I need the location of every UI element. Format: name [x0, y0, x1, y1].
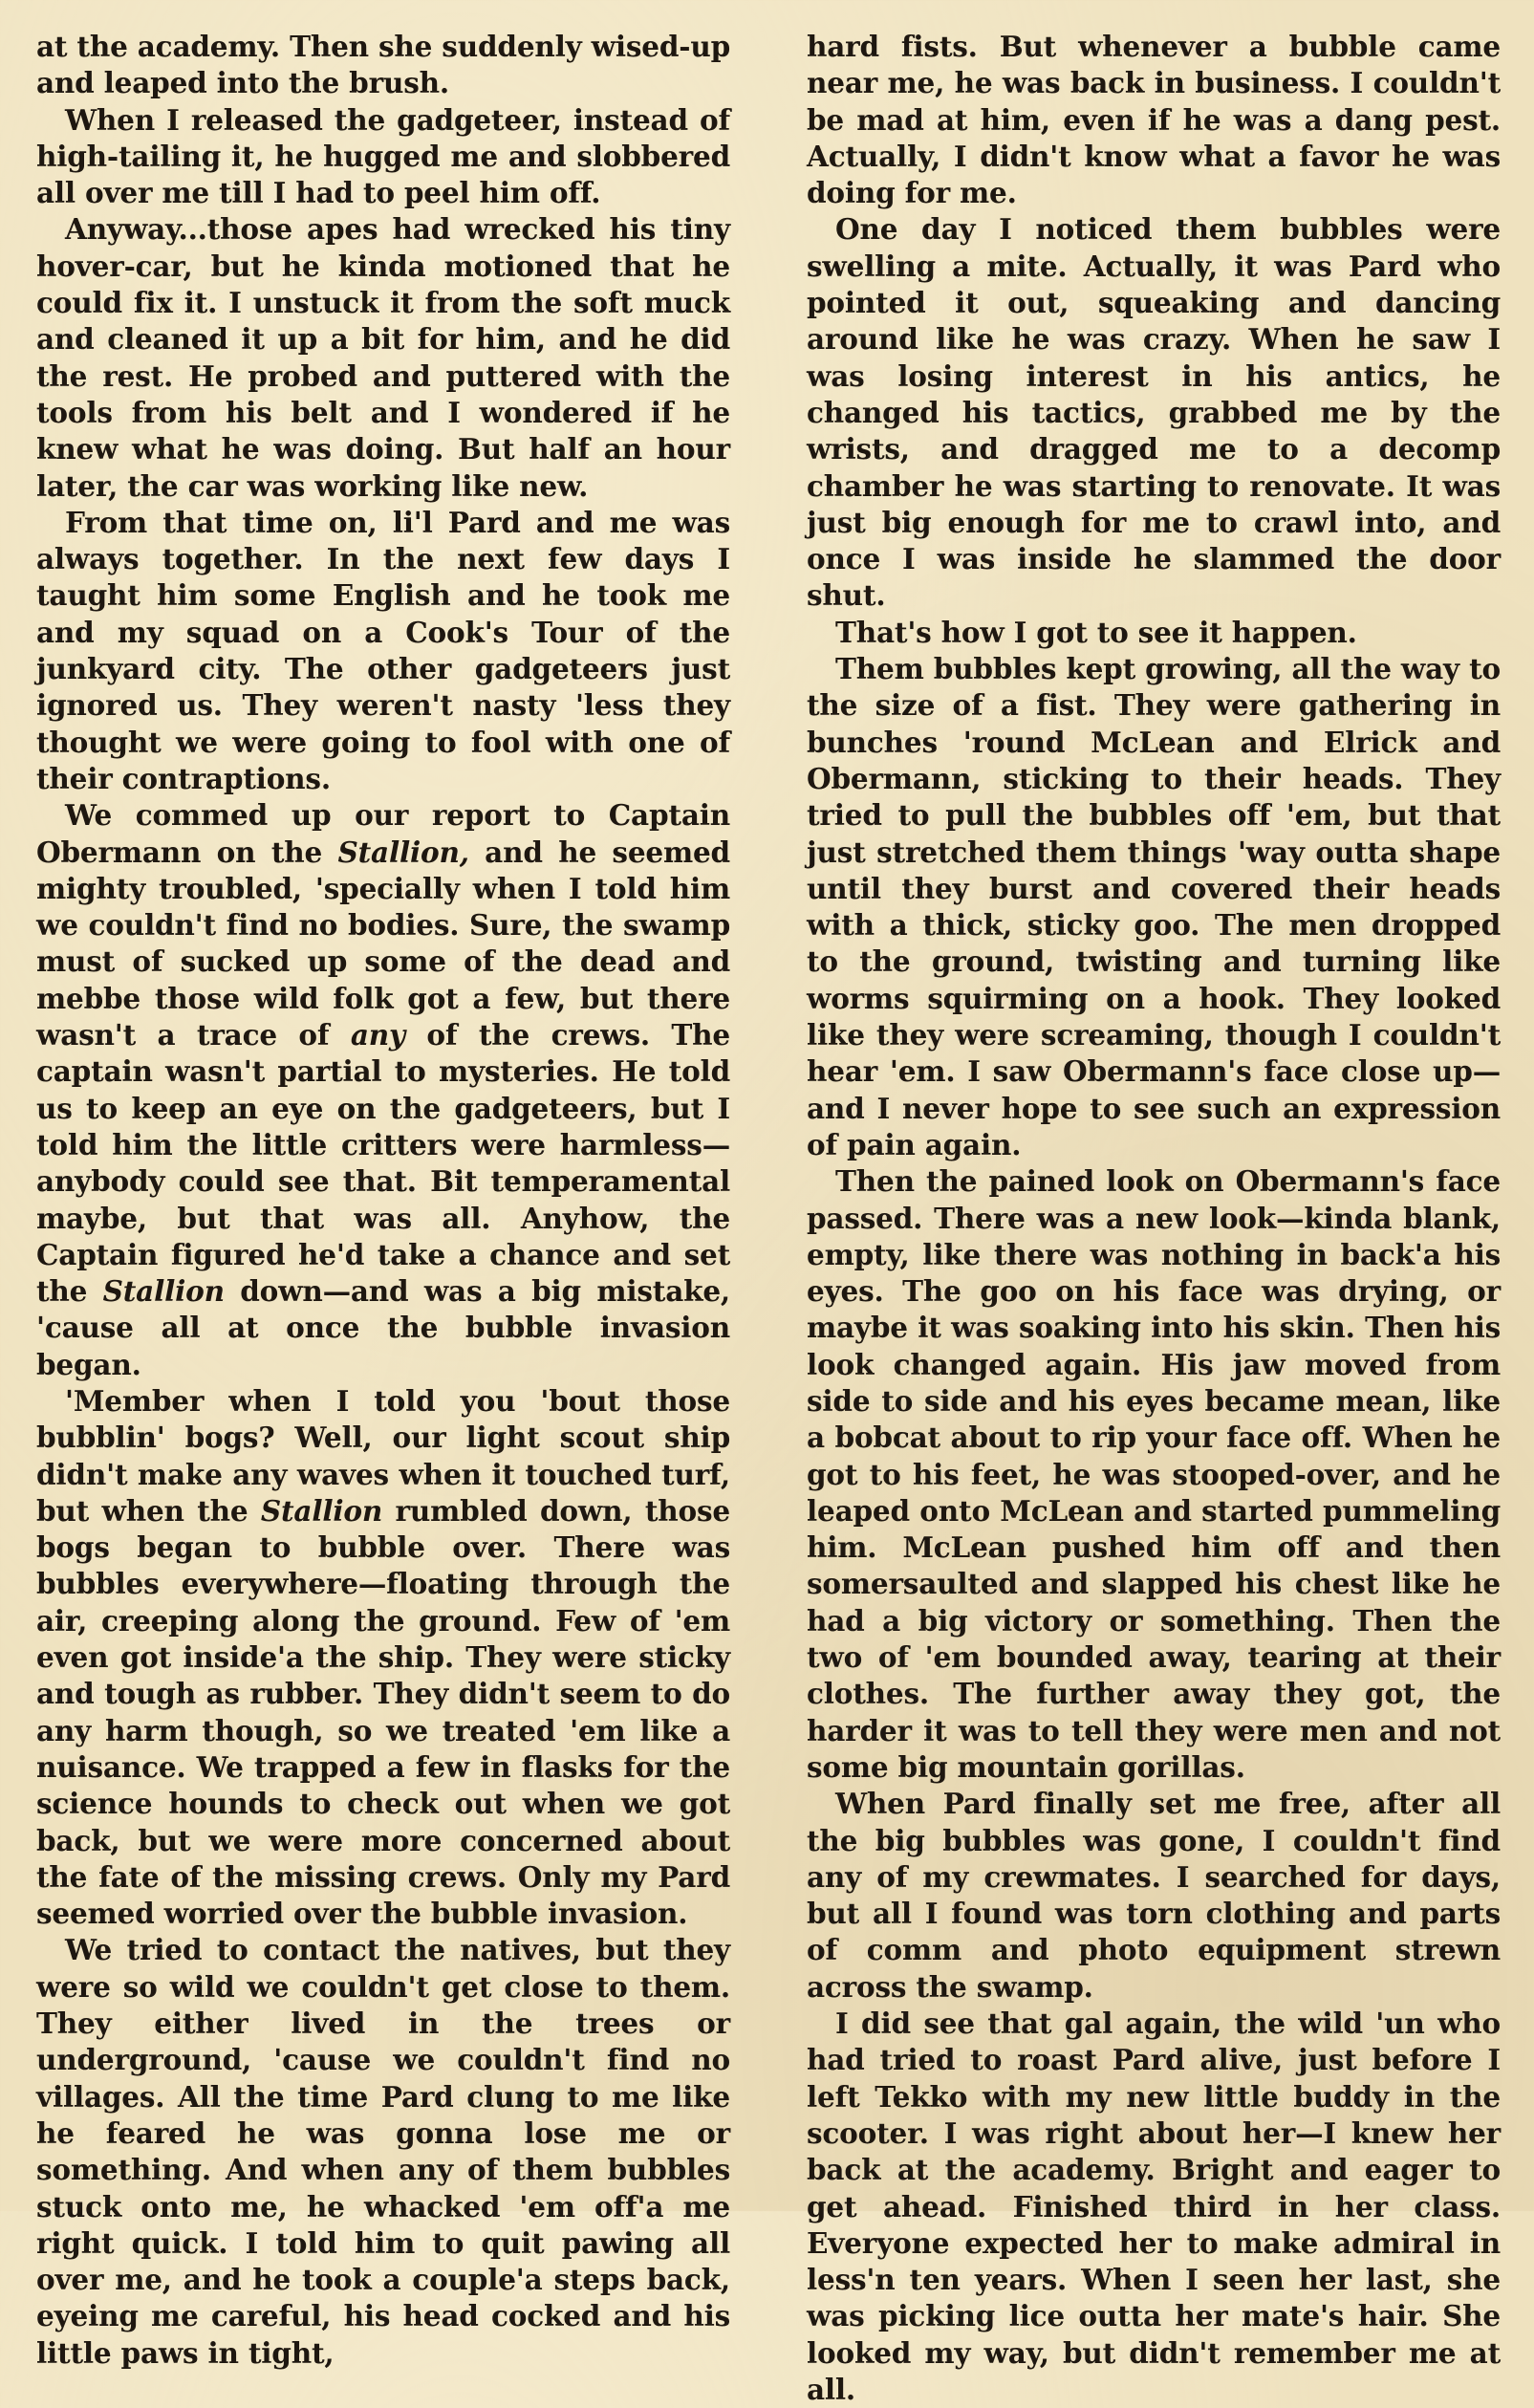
paragraph: Then the pained look on Obermann's face passed. There was a new look—kinda blank, empty, like there was nothing in back'a his eyes. The goo on his face was drying, or maybe it was soaking into his skin. Then his look changed again. His jaw moved from side to side and his eyes became mean, like a bobcat about to rip your face off. When he got to his feet, he was stooped-over, and he leaped onto McLean and started pummeling him. McLean pushed him off and then somersaulted and slapped his chest like he had a big victory or something. Then the two of 'em bounded away, tearing at their clothes. The further away they got, the harder it was to tell they were men and not some big mountain gorillas.	[807, 1164, 1501, 1784]
paragraph: When I released the gadgeteer, instead of high-tailing it, he hugged me and slobbered all over me till I had to peel him off.	[36, 102, 730, 210]
paragraph: I did see that gal again, the wild 'un who had tried to roast Pard alive, just before I left Tekko with my new little buddy in the scooter. I was right about her—I knew her back at the academy. Bright and eager to get ahead. Finished third in her class. Everyone expected her to make admiral in less'n ten years. When I seen her last, she was picking lice outta her mate's hair. She looked my way, but didn't remember me at all.	[807, 2007, 1501, 2406]
paragraph: That's how I got to see it happen.	[835, 615, 1357, 649]
paragraph: We commed up our report to Captain Obermann on the Stallion, and he seemed mighty troubled, 'specially when I told him we couldn't find no bodies. Sure, the swamp must of sucked up some of the dead and mebbe those wild folk got a few, but there wasn't a trace of any of the crews. The captain wasn't partial to mysteries. He told us to keep an eye on the gadgeteers, but I told him the little critters were harmless—anybody could see that. Bit temperamental maybe, but that was all. Anyhow, the Captain figured he'd take a chance and set the Stallion down—and was a big mistake, 'cause all at once the bubble invasion began.	[36, 798, 730, 1381]
paragraph: hard fists. But whenever a bubble came near me, he was back in business. I couldn't be mad at him, even if he was a dang pest. Actually, I didn't know what a favor he was doing for me.	[807, 30, 1501, 210]
paragraph: When Pard finally set me free, after all the big bubbles was gone, I couldn't find any of my crewmates. I searched for days, but all I found was torn clothing and parts of comm and photo equipment strewn across the swamp.	[807, 1787, 1501, 2004]
left-text-column	[36, 29, 730, 2370]
paragraph: Anyway...those apes had wrecked his tiny hover-car, but he kinda motioned that he could fix it. I unstuck it from the soft muck and cleaned it up a bit for him, and he did the rest. He probed and puttered with the tools from his belt and I wondered if he knew what he was doing. But half an hour later, the car was working like new.	[36, 212, 730, 503]
right-text-column	[807, 29, 1501, 2406]
paragraph: Them bubbles kept growing, all the way to the size of a fist. They were gathering in bunches 'round McLean and Elrick and Obermann, sticking to their heads. They tried to pull the bubbles off 'em, but that just stretched them things 'way outta shape until they burst and covered their heads with a thick, sticky goo. The men dropped to the ground, twisting and turning like worms squirming on a hook. They looked like they were screaming, though I couldn't hear 'em. I saw Obermann's face close up—and I never hope to see such an expression of pain again.	[807, 652, 1501, 1161]
paragraph: One day I noticed them bubbles were swelling a mite. Actually, it was Pard who pointed it out, squeaking and dancing around like he was crazy. When he saw I was losing interest in his antics, he changed his tactics, grabbed me by the wrists, and dragged me to a decomp chamber he was starting to renovate. It was just big enough for me to crawl into, and once I was inside he slammed the door shut.	[807, 212, 1501, 613]
paragraph: We tried to contact the natives, but they were so wild we couldn't get close to them. They either lived in the trees or underground, 'cause we couldn't find no villages. All the time Pard clung to me like he feared he was gonna lose me or something. And when any of them bubbles stuck onto me, he whacked 'em off'a me right quick. I told him to quit pawing all over me, and he took a couple'a steps back, eyeing me careful, his head cocked and his little paws in tight,	[36, 1933, 730, 2370]
paragraph: 'Member when I told you 'bout those bubblin' bogs? Well, our light scout ship didn't make any waves when it touched turf, but when the Stallion rumbled down, those bogs began to bubble over. There was bubbles everywhere—floating through the air, creeping along the ground. Few of 'em even got inside'a the ship. They were sticky and tough as rubber. They didn't seem to do any harm though, so we treated 'em like a nuisance. We trapped a few in flasks for the science hounds to check out when we got back, but we were more concerned about the fate of the missing crews. Only my Pard seemed worried over the bubble invasion.	[36, 1383, 730, 1931]
paragraph: at the academy. Then she suddenly wised-up and leaped into the brush.	[36, 30, 730, 100]
paragraph: From that time on, li'l Pard and me was always together. In the next few days I taught him some English and he took me and my squad on a Cook's Tour of the junkyard city. The other gadgeteers just ignored us. They weren't nasty 'less they thought we were going to fool with one of their contraptions.	[36, 505, 730, 795]
